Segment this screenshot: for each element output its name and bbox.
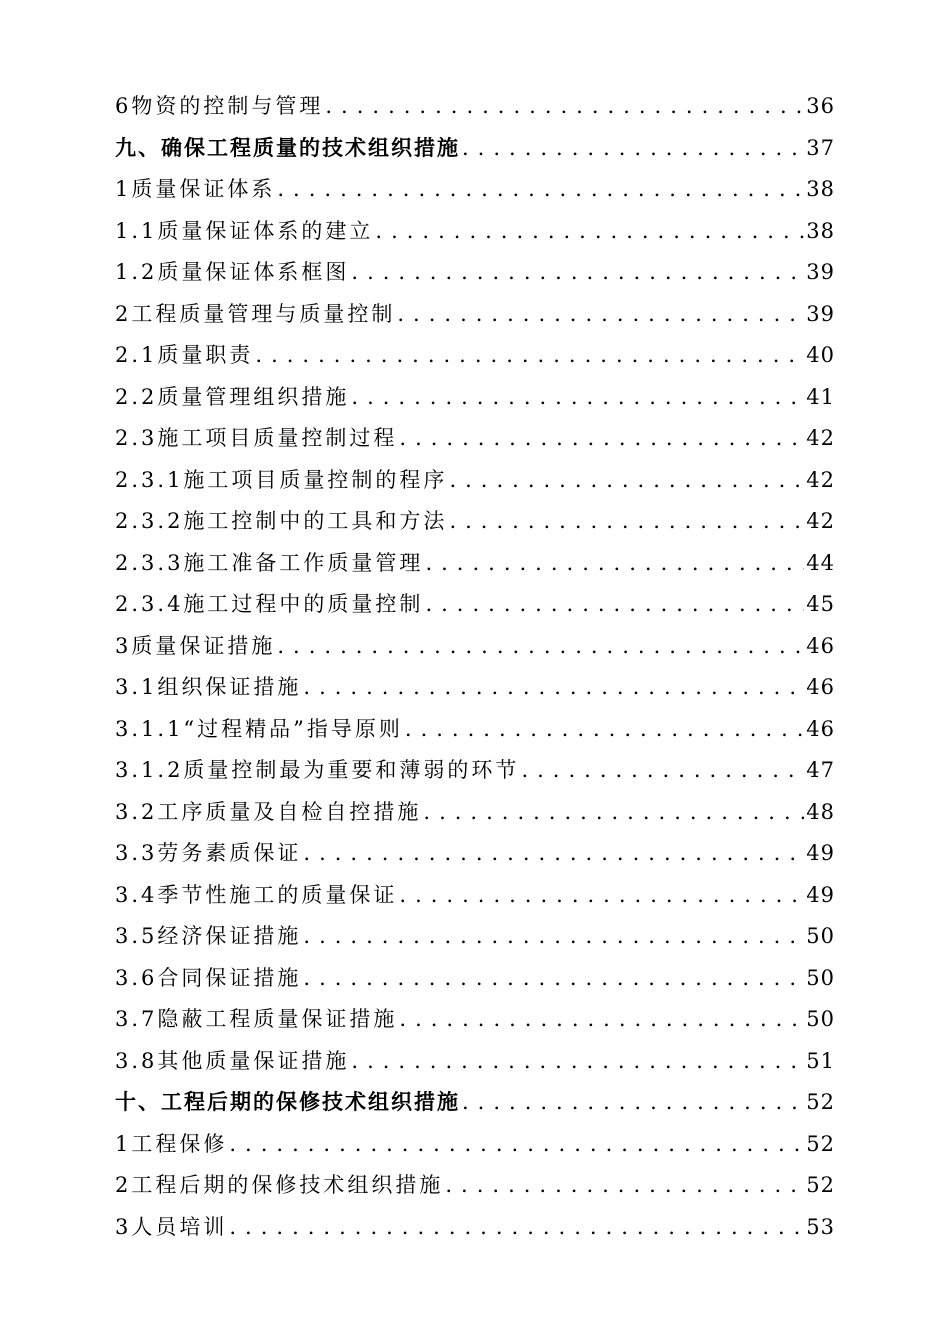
- toc-entry-title: 3.8其他质量保证措施: [115, 1048, 350, 1073]
- toc-entry-page: 49: [806, 882, 835, 907]
- toc-entry-title: 3.2工序质量及自检自控措施: [115, 799, 422, 824]
- toc-chapter-entry[interactable]: [115, 132, 835, 174]
- table-of-contents: [115, 90, 835, 1252]
- toc-dot-leader: [462, 1090, 804, 1114]
- toc-entry-page: 46: [806, 675, 835, 699]
- toc-dot-leader: [303, 966, 804, 990]
- toc-entry-page: 49: [806, 841, 835, 865]
- toc-entry-title: 3.1.1“过程精品”指导原则: [115, 716, 403, 741]
- toc-dot-leader: [255, 343, 804, 367]
- toc-entry-title: 3.3劳务素质保证: [115, 841, 302, 865]
- toc-dot-leader: [425, 551, 804, 575]
- toc-entry-page: 42: [806, 509, 835, 533]
- toc-entry-title: 2.3.4施工过程中的质量控制: [115, 592, 424, 616]
- toc-dot-leader: [399, 1007, 804, 1031]
- toc-entry[interactable]: [115, 920, 835, 962]
- toc-dot-leader: [375, 219, 804, 243]
- toc-entry-page: 39: [806, 260, 835, 284]
- toc-entry[interactable]: [115, 796, 835, 838]
- toc-dot-leader: [351, 1049, 804, 1073]
- toc-entry-title: 1工程保修: [115, 1131, 228, 1156]
- toc-entry-page: 42: [806, 426, 835, 450]
- toc-entry-page: 42: [806, 467, 835, 492]
- toc-entry-title: 十、工程后期的保修技术组织措施: [115, 1089, 460, 1114]
- toc-entry[interactable]: [115, 1045, 835, 1087]
- toc-entry[interactable]: [115, 464, 835, 506]
- toc-entry[interactable]: [115, 754, 835, 796]
- toc-dot-leader: [445, 1173, 804, 1197]
- toc-entry[interactable]: [115, 173, 835, 215]
- toc-entry-page: 50: [806, 965, 835, 990]
- toc-entry-title: 2工程后期的保修技术组织措施: [115, 1173, 444, 1197]
- toc-dot-leader: [405, 717, 804, 741]
- toc-entry-title: 九、确保工程质量的技术组织措施: [115, 134, 460, 160]
- toc-entry-title: 1.1质量保证体系的建立: [115, 218, 374, 243]
- toc-entry-title: 2.3.3施工准备工作质量管理: [115, 550, 424, 575]
- toc-entry-page: 38: [806, 177, 835, 201]
- toc-entry-page: 52: [806, 1131, 835, 1156]
- toc-entry[interactable]: [115, 298, 835, 340]
- toc-entry-page: 46: [806, 633, 835, 658]
- toc-entry-page: 47: [806, 758, 835, 782]
- toc-dot-leader: [303, 841, 804, 865]
- toc-entry-title: 3人员培训: [115, 1214, 228, 1239]
- toc-entry[interactable]: [115, 422, 835, 464]
- toc-entry[interactable]: [115, 256, 835, 298]
- toc-dot-leader: [277, 634, 804, 658]
- toc-dot-leader: [351, 260, 804, 284]
- toc-entry[interactable]: [115, 1211, 835, 1253]
- toc-entry[interactable]: [115, 1128, 835, 1170]
- toc-entry-page: 53: [806, 1214, 835, 1239]
- toc-dot-leader: [521, 758, 804, 782]
- toc-dot-leader: [277, 177, 804, 201]
- toc-entry[interactable]: [115, 879, 835, 921]
- toc-entry[interactable]: [115, 630, 835, 672]
- toc-entry-page: 52: [806, 1090, 835, 1114]
- toc-entry-title: 2工程质量管理与质量控制: [115, 301, 396, 326]
- toc-dot-leader: [399, 883, 804, 907]
- toc-entry-page: 45: [806, 592, 835, 616]
- toc-dot-leader: [397, 302, 804, 326]
- toc-entry[interactable]: [115, 90, 835, 132]
- toc-entry-page: 40: [806, 343, 835, 367]
- toc-dot-leader: [462, 136, 804, 160]
- toc-entry[interactable]: [115, 1003, 835, 1045]
- toc-entry-title: 2.3.1施工项目质量控制的程序: [115, 467, 448, 492]
- toc-entry[interactable]: [115, 1169, 835, 1211]
- toc-entry-title: 3.6合同保证措施: [115, 965, 302, 990]
- toc-entry-title: 3.1组织保证措施: [115, 675, 302, 699]
- toc-entry-page: 46: [806, 716, 835, 741]
- toc-dot-leader: [229, 1132, 804, 1156]
- toc-dot-leader: [423, 800, 804, 824]
- toc-entry[interactable]: [115, 215, 835, 257]
- toc-entry[interactable]: [115, 505, 835, 547]
- toc-dot-leader: [325, 94, 804, 118]
- toc-entry-page: 44: [806, 550, 835, 575]
- toc-dot-leader: [229, 1215, 804, 1239]
- toc-dot-leader: [449, 468, 804, 492]
- toc-entry[interactable]: [115, 547, 835, 589]
- toc-entry[interactable]: [115, 339, 835, 381]
- toc-entry[interactable]: [115, 671, 835, 713]
- toc-dot-leader: [303, 924, 804, 948]
- toc-entry[interactable]: [115, 962, 835, 1004]
- toc-entry-title: 2.2质量管理组织措施: [115, 384, 350, 409]
- toc-dot-leader: [399, 426, 804, 450]
- toc-entry-page: 51: [806, 1048, 835, 1073]
- toc-dot-leader: [425, 592, 804, 616]
- toc-entry-page: 52: [806, 1173, 835, 1197]
- toc-entry[interactable]: [115, 381, 835, 423]
- toc-entry-title: 3.4季节性施工的质量保证: [115, 882, 398, 907]
- toc-entry-page: 50: [806, 1007, 835, 1031]
- toc-entry-title: 3质量保证措施: [115, 633, 276, 658]
- toc-dot-leader: [303, 675, 804, 699]
- toc-entry-page: 39: [806, 301, 835, 326]
- toc-entry-title: 2.1质量职责: [115, 343, 254, 367]
- toc-entry[interactable]: [115, 713, 835, 755]
- toc-entry-title: 2.3.2施工控制中的工具和方法: [115, 509, 448, 533]
- toc-entry-title: 3.1.2质量控制最为重要和薄弱的环节: [115, 758, 520, 782]
- toc-entry-title: 6物资的控制与管理: [115, 94, 324, 118]
- toc-dot-leader: [449, 509, 804, 533]
- toc-entry-page: 38: [806, 218, 835, 243]
- toc-dot-leader: [351, 385, 804, 409]
- toc-entry-title: 1.2质量保证体系框图: [115, 260, 350, 284]
- toc-entry-title: 3.7隐蔽工程质量保证措施: [115, 1007, 398, 1031]
- toc-entry-page: 36: [806, 94, 835, 118]
- toc-entry-title: 1质量保证体系: [115, 177, 276, 201]
- toc-entry-page: 37: [806, 135, 835, 160]
- toc-entry[interactable]: [115, 837, 835, 879]
- toc-chapter-entry[interactable]: [115, 1086, 835, 1128]
- toc-entry-page: 48: [806, 799, 835, 824]
- toc-entry-title: 3.5经济保证措施: [115, 924, 302, 948]
- toc-entry-title: 2.3施工项目质量控制过程: [115, 426, 398, 450]
- toc-entry[interactable]: [115, 588, 835, 630]
- toc-entry-page: 50: [806, 924, 835, 948]
- toc-entry-page: 41: [806, 384, 835, 409]
